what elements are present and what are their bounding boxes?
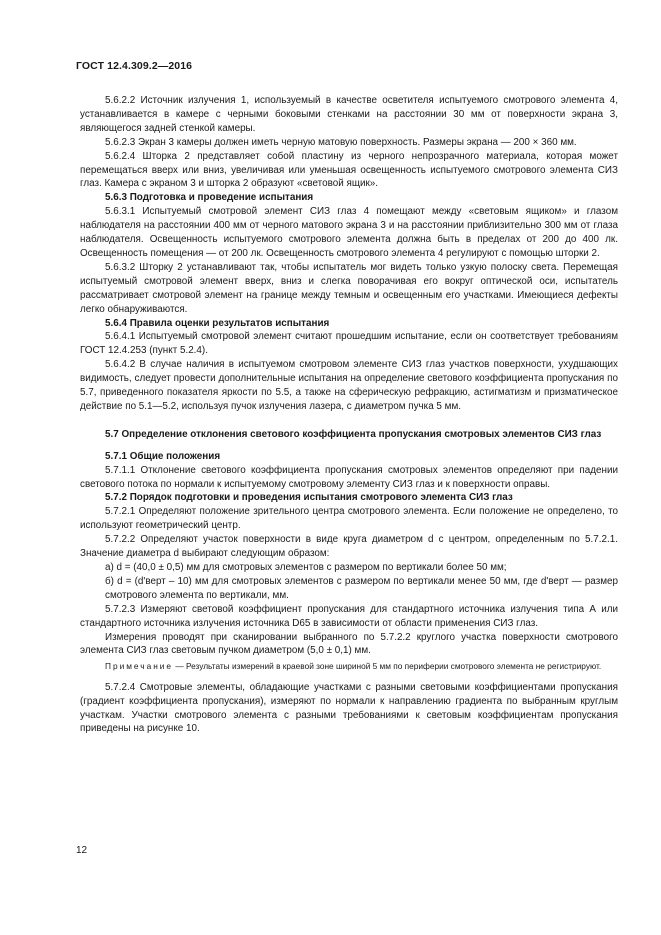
note xyxy=(80,660,618,672)
section-spacer xyxy=(80,673,618,681)
paragraph-measurements: Измерения проводят при сканировании выбранного по 5.7.2.2 круглого участка поверхности смотрового элемента СИЗ глаз световым пучком диаметром (5,0 ± 0,1) мм. xyxy=(80,631,618,657)
paragraph-5-7-1-1: 5.7.1.1 Отклонение светового коэффициента пропускания смотровых элементов определяют при падении светового потока по нормали к испытуемому смотровому элементу СИЗ глаз и к поверхности оправы. xyxy=(80,464,618,490)
document-header: ГОСТ 12.4.309.2—2016 xyxy=(76,60,193,72)
page-number: 12 xyxy=(76,845,88,856)
list-item-b: б) d = (d'верт – 10) мм для смотровых элементов с размером по вертикали менее 50 мм, где d'верт — размер смотрового элемента по вертикали, мм. xyxy=(105,575,618,601)
document-body xyxy=(80,94,618,736)
note-text: — Результаты измерений в краевой зоне шириной 5 мм по периферии смотрового элемента не регистрируют. xyxy=(173,661,602,672)
paragraph-5-6-3-1: 5.6.3.1 Испытуемый смотровой элемент СИЗ глаз 4 помещают между «световым ящиком» и глазом наблюдателя на расстоянии 400 мм от черного матового экрана 3 и на расстоянии приблизительно 300 мм от глаза наблюдателя. Освещенность испытуемого смотрового элемента должна быть в пределах от 200 до 400 лк. Освещенность помещения — от 200 лк. Освещенность смотрового элемента 4 регулируют с помощью шторки 2. xyxy=(80,206,618,259)
heading-5-6-4: 5.6.4 Правила оценки результатов испытания xyxy=(105,317,330,329)
heading-5-7-1: 5.7.1 Общие положения xyxy=(105,450,221,462)
paragraph-5-7-2-4: 5.7.2.4 Смотровые элементы, обладающие участками с разными световыми коэффициентами пропускания (градиент коэффициента пропускания), измеряют по нормали к направлению градиента по выбранным круглым участкам. Участки смотрового элемента с разными требованиями к световым коэффициентам пропускания приведены на рисунке 10. xyxy=(80,681,618,735)
paragraph-5-7-2-2: 5.7.2.2 Определяют участок поверхности в виде круга диаметром d с центром, определенным по 5.7.2.1. Значение диаметра d выбирают следующим образом: xyxy=(80,534,618,560)
list-item-a: а) d = (40,0 ± 0,5) мм для смотровых элементов с размером по вертикали более 50 мм; xyxy=(105,562,507,573)
paragraph-5-6-2-2: 5.6.2.2 Источник излучения 1, используемый в качестве осветителя испытуемого смотрового элемента 4, устанавливается в камере с черными боковыми стенками на расстоянии 30 мм от поверхности экрана 3, являющегося задней стенкой камеры. xyxy=(80,95,618,134)
paragraph-5-7-2-1: 5.7.2.1 Определяют положение зрительного центра смотрового элемента. Если положение не определено, то используют геометрический центр. xyxy=(80,506,618,532)
section-spacer xyxy=(80,442,618,450)
heading-5-6-3: 5.6.3 Подготовка и проведение испытания xyxy=(105,192,314,204)
heading-5-7-2: 5.7.2 Порядок подготовки и проведения испытания смотрового элемента СИЗ глаз xyxy=(105,492,513,504)
section-spacer xyxy=(80,414,618,428)
paragraph-5-6-4-2: 5.6.4.2 В случае наличия в испытуемом смотровом элементе СИЗ глаз участков поверхности, ухудшающих видимость, следует провести дополнительные испытания на определение светового коэффициента пропускания по 5.7, приведенного показателя яркости по 5.5, а также на сферическую рефракцию, астигматизм и призматическое действие по 5.1—5.2, используя пучок излучения лазера, с диаметром пучка 5 мм. xyxy=(80,359,618,412)
heading-5-7: 5.7 Определение отклонения светового коэффициента пропускания смотровых элементов СИЗ глаз xyxy=(105,428,602,440)
paragraph-5-7-2-3: 5.7.2.3 Измеряют световой коэффициент пропускания для стандартного источника излучения типа А или стандартного источника излучения источника D65 в зависимости от области применения СИЗ глаз. xyxy=(80,603,618,629)
paragraph-5-6-4-1: 5.6.4.1 Испытуемый смотровой элемент считают прошедшим испытание, если он соответствует требованиям ГОСТ 12.4.253 (пункт 5.2.4). xyxy=(80,331,618,357)
paragraph-5-6-2-3: 5.6.2.3 Экран 3 камеры должен иметь черную матовую поверхность. Размеры экрана — 200 × 360 мм. xyxy=(105,136,577,148)
note-label: Примечание xyxy=(105,661,174,672)
paragraph-5-6-3-2: 5.6.3.2 Шторку 2 устанавливают так, чтобы испытатель мог видеть только узкую полоску света. Перемещая испытуемый смотровой элемент вверх, вниз и слегка поворачивая его вокруг оптической оси, испытатель рассматривает смотровой элемент на границе между темным и освещенным его участками. Имеющиеся дефекты легко обнаруживаются. xyxy=(80,261,618,315)
paragraph-5-6-2-4: 5.6.2.4 Шторка 2 представляет собой пластину из черного непрозрачного материала, которая может перемещаться вверх или вниз, увеличивая или уменьшая освещенность испытуемого смотрового элемента СИЗ глаз. Камера с экраном 3 и шторка 2 образуют «световой ящик». xyxy=(80,150,618,190)
